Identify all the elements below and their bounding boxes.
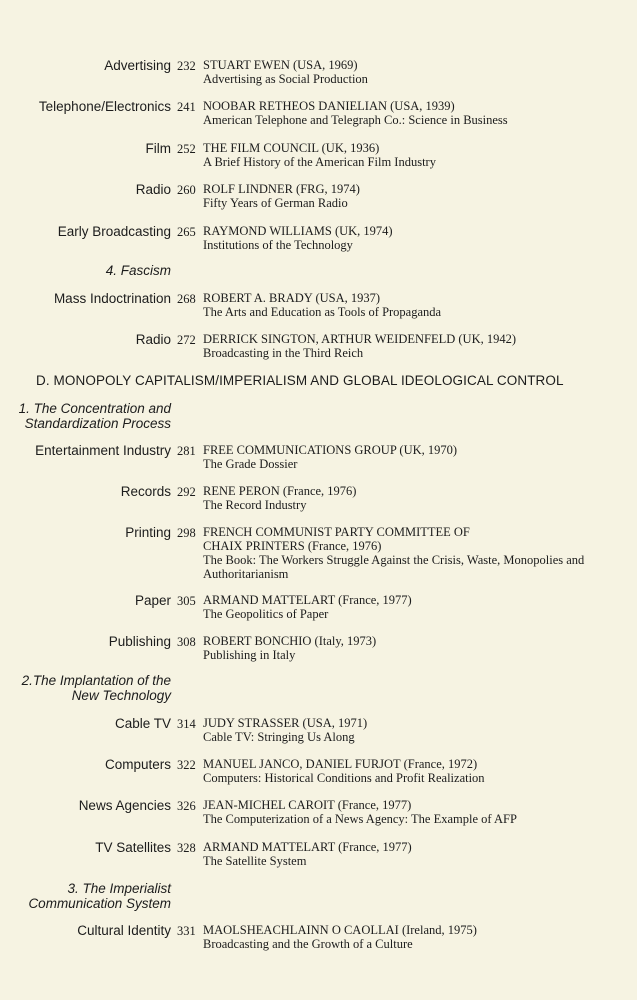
entry-topic: Records — [120, 484, 171, 499]
entry-topic: Publishing — [108, 634, 171, 649]
entry-title: Fifty Years of German Radio — [203, 196, 348, 210]
subsection-heading-line: Standardization Process — [24, 416, 171, 431]
entry-title: American Telephone and Telegraph Co.: Science in Business — [203, 113, 508, 127]
entry-title: The Computerization of a News Agency: The Example of AFP — [203, 812, 517, 826]
subsection-heading-imperialist — [28, 881, 171, 911]
entry-topic: News Agencies — [78, 798, 171, 813]
entry-author: DERRICK SINGTON, ARTHUR WEIDENFELD (UK, 1942) — [203, 332, 517, 346]
entry-title: The Arts and Education as Tools of Propaganda — [203, 305, 442, 319]
entry-page-number: 232 — [177, 59, 196, 73]
entry-topic: Mass Indoctrination — [53, 291, 171, 306]
subsection-heading-fascism: 4. Fascism — [105, 263, 171, 278]
entry-topic: Early Broadcasting — [57, 224, 171, 239]
entry-page-number: 272 — [177, 333, 196, 347]
entry-title: Advertising as Social Production — [203, 72, 368, 86]
entry-page-number: 322 — [177, 758, 196, 772]
section-heading-d: D. MONOPOLY CAPITALISM/IMPERIALISM AND GLOBAL IDEOLOGICAL CONTROL — [36, 373, 564, 388]
entry-author: MAOLSHEACHLAINN O CAOLLAI (Ireland, 1975) — [203, 923, 477, 937]
subsection-heading-line: 2.The Implantation of the — [21, 673, 171, 688]
entry-title: A Brief History of the American Film Industry — [203, 155, 436, 169]
entry-page-number: 308 — [177, 635, 196, 649]
subsection-heading-line: Communication System — [28, 896, 171, 911]
entry-author-continued: CHAIX PRINTERS (France, 1976) — [203, 539, 382, 553]
entry-topic: Entertainment Industry — [35, 443, 171, 458]
entry-page-number: 268 — [177, 292, 196, 306]
subsection-heading-implantation — [22, 673, 171, 703]
entry-author: ARMAND MATTELART (France, 1977) — [203, 840, 412, 854]
entry-topic: Radio — [135, 332, 171, 347]
entry-topic: Advertising — [104, 58, 171, 73]
entry-page-number: 252 — [177, 142, 196, 156]
entry-title: Institutions of the Technology — [203, 238, 353, 252]
entry-title: The Record Industry — [203, 498, 307, 512]
entry-page-number: 298 — [177, 526, 196, 540]
entry-page-number: 305 — [177, 594, 196, 608]
entry-title: Broadcasting in the Third Reich — [203, 346, 364, 360]
subsection-heading-concentration — [19, 401, 171, 431]
entry-author: JUDY STRASSER (USA, 1971) — [203, 716, 368, 730]
entry-page-number: 260 — [177, 183, 196, 197]
entry-title: Broadcasting and the Growth of a Culture — [203, 937, 413, 951]
entry-title: The Book: The Workers Struggle Against the Crisis, Waste, Monopolies and Authoritarianism — [203, 553, 585, 581]
entry-author: NOOBAR RETHEOS DANIELIAN (USA, 1939) — [203, 99, 455, 113]
entry-title: The Grade Dossier — [203, 457, 298, 471]
subsection-heading-line: 3. The Imperialist — [67, 881, 171, 896]
entry-page-number: 328 — [177, 841, 196, 855]
entry-title: Publishing in Italy — [203, 648, 296, 662]
entry-topic: Telephone/Electronics — [38, 99, 171, 114]
entry-author: FRENCH COMMUNIST PARTY COMMITTEE OF — [203, 525, 470, 539]
entry-topic: Computers — [104, 757, 171, 772]
entry-page-number: 281 — [177, 444, 196, 458]
entry-topic: Film — [145, 141, 171, 156]
entry-author: THE FILM COUNCIL (UK, 1936) — [203, 141, 380, 155]
entry-title: The Satellite System — [203, 854, 307, 868]
entry-author: RENE PERON (France, 1976) — [203, 484, 357, 498]
subsection-heading-line: New Technology — [71, 688, 171, 703]
entry-topic: Radio — [135, 182, 171, 197]
entry-page-number: 292 — [177, 485, 196, 499]
entry-author: ROBERT A. BRADY (USA, 1937) — [203, 291, 381, 305]
entry-page-number: 265 — [177, 225, 196, 239]
entry-topic: Printing — [125, 525, 171, 540]
entry-topic: Cable TV — [114, 716, 171, 731]
entry-author: ROLF LINDNER (FRG, 1974) — [203, 182, 360, 196]
subsection-heading-line: 1. The Concentration and — [18, 401, 171, 416]
entry-author: JEAN-MICHEL CAROIT (France, 1977) — [203, 798, 412, 812]
entry-topic: Paper — [134, 593, 171, 608]
entry-page-number: 331 — [177, 924, 196, 938]
entry-title: The Geopolitics of Paper — [203, 607, 329, 621]
entry-page-number: 314 — [177, 717, 196, 731]
entry-page-number: 326 — [177, 799, 196, 813]
entry-topic: Cultural Identity — [77, 923, 171, 938]
entry-title: Cable TV: Stringing Us Along — [203, 730, 355, 744]
entry-title: Computers: Historical Conditions and Profit Realization — [203, 771, 485, 785]
entry-author: ARMAND MATTELART (France, 1977) — [203, 593, 412, 607]
entry-author: STUART EWEN (USA, 1969) — [203, 58, 358, 72]
entry-author: MANUEL JANCO, DANIEL FURJOT (France, 1972) — [203, 757, 478, 771]
entry-topic: TV Satellites — [95, 840, 171, 855]
entry-author: FREE COMMUNICATIONS GROUP (UK, 1970) — [203, 443, 458, 457]
entry-page-number: 241 — [177, 100, 196, 114]
entry-author: RAYMOND WILLIAMS (UK, 1974) — [203, 224, 393, 238]
entry-author: ROBERT BONCHIO (Italy, 1973) — [203, 634, 377, 648]
